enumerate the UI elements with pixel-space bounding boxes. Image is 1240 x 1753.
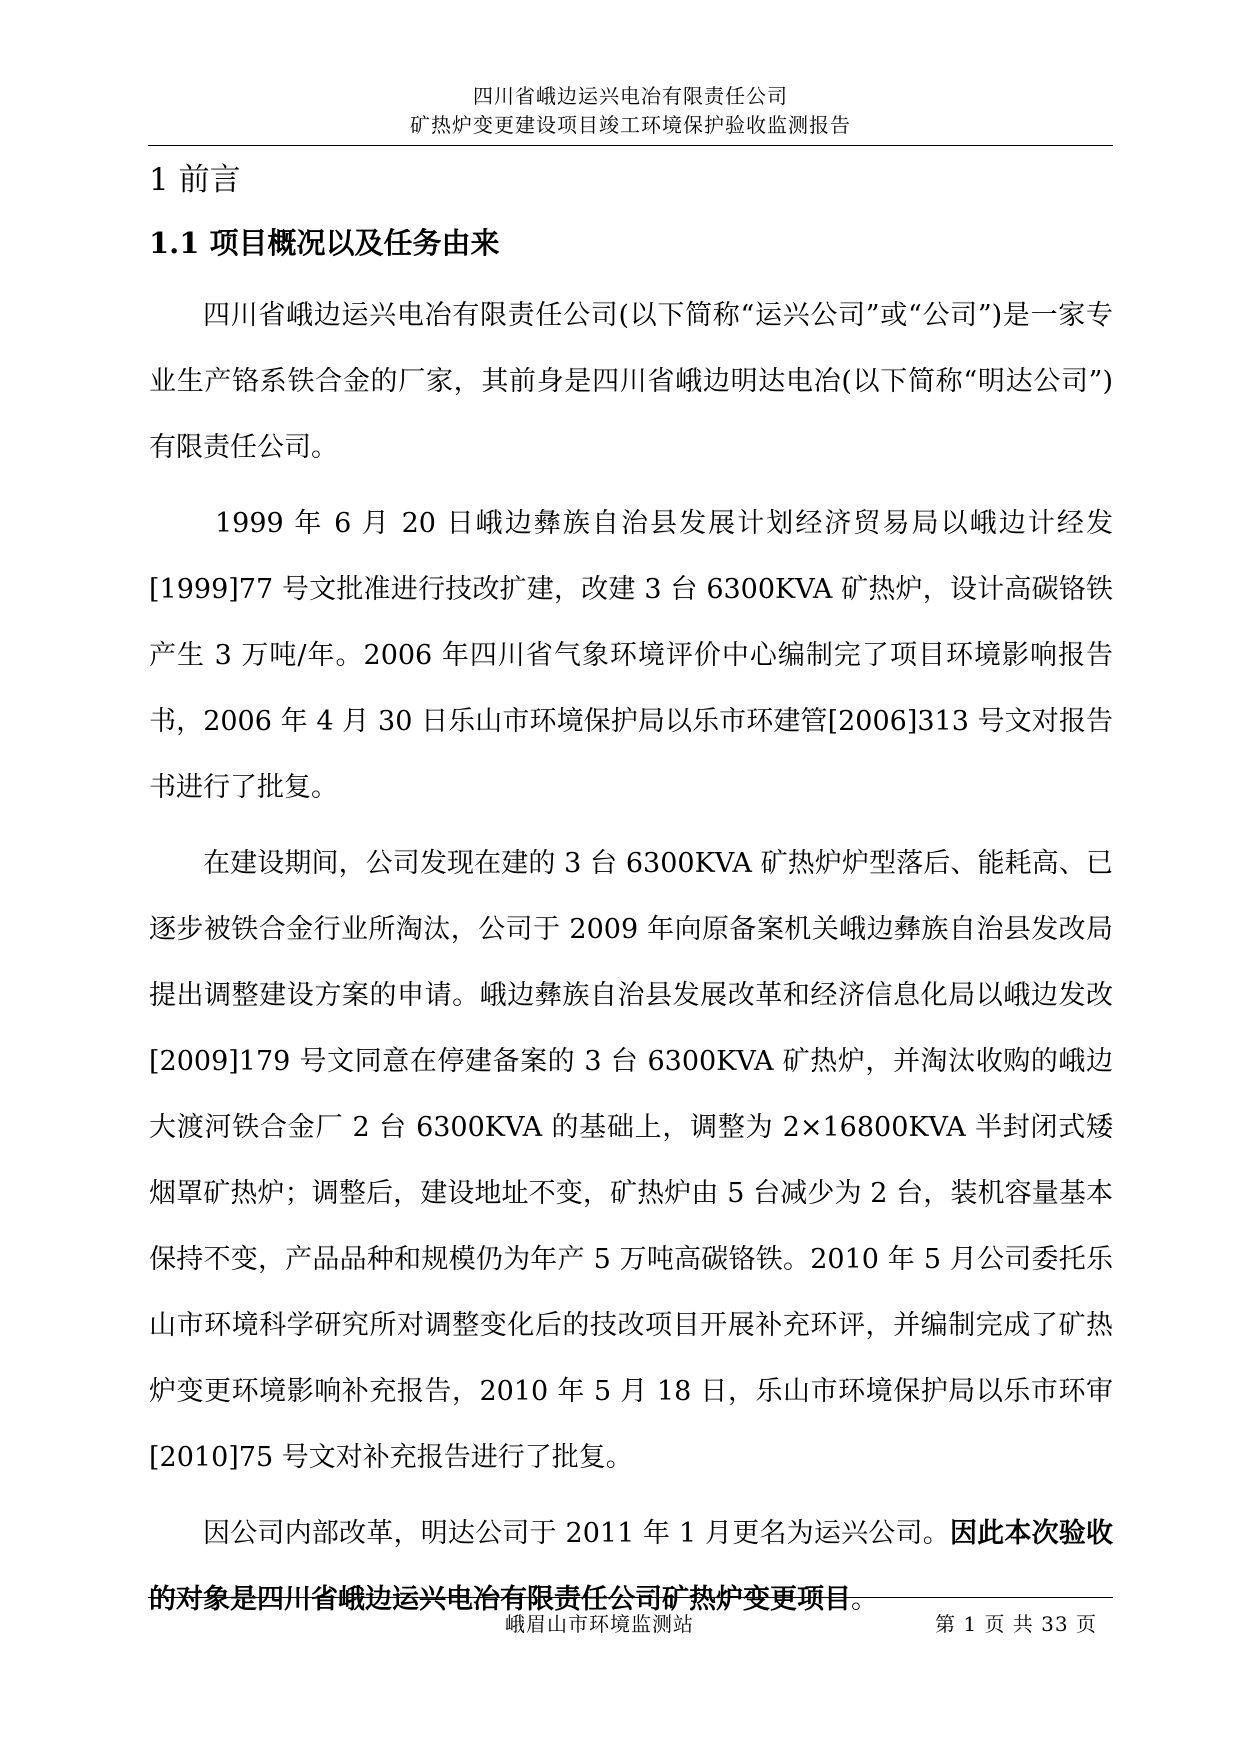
- paragraph-adjustment: 在建设期间，公司发现在建的 3 台 6300KVA 矿热炉炉型落后、能耗高、已逐步被铁合金行业所淘汰，公司于 2009 年向原备案机关峨边彝族自治县发改局提出调整建设方案的申请。峨边彝族自治县发展改革和经济信息化局以峨边发改[2009]179 号文同意在停建备案的 3 台 6300KVA 矿热炉，并淘汰收购的峨边大渡河铁合金厂 2 台 6300KVA 的基础上，调整为 2×16800KVA 半封闭式矮烟罩矿热炉；调整后，建设地址不变，矿热炉由 5 台减少为 2 台，装机容量基本保持不变，产品品种和规模仍为年产 5 万吨高碳铬铁。2010 年 5 月公司委托乐山市环境科学研究所对调整变化后的技改项目开展补充环评，并编制完成了矿热炉变更环境影响补充报告，2010 年 5 月 18 日，乐山市环境保护局以乐市环审[2010]75 号文对补充报告进行了批复。: [149, 848, 1113, 1473]
- header-report-title: 矿热炉变更建设项目竣工环境保护验收监测报告: [410, 113, 851, 137]
- header-divider: [148, 145, 1113, 146]
- header-company-name: 四川省峨边运兴电冶有限责任公司: [473, 84, 788, 108]
- subsection-title: 1.1 项目概况以及任务由来: [149, 226, 500, 260]
- page-header: [148, 82, 1113, 140]
- section-title: 1 前言: [149, 162, 241, 198]
- body-text: [149, 283, 1113, 1643]
- footer-page-number: 第 1 页 共 33 页: [935, 1612, 1097, 1636]
- acceptance-context-text: 因公司内部改革，明达公司于 2011 年 1 月更名为运兴公司。: [203, 1518, 950, 1549]
- footer-station-name: 峨眉山市环境监测站: [505, 1612, 694, 1636]
- footer-divider: [148, 1597, 1113, 1598]
- paragraph-history: 1999 年 6 月 20 日峨边彝族自治县发展计划经济贸易局以峨边计经发[1999]77 号文批准进行技改扩建，改建 3 台 6300KVA 矿热炉，设计高碳铬铁产生 3 万吨/年。2006 年四川省气象环境评价中心编制完了项目环境影响报告书，2006 年 4 月 30 日乐山市环境保护局以乐市环建管[2006]313 号文对报告书进行了批复。: [149, 508, 1113, 803]
- acceptance-object-bold-text: 因此本次验收的对象是四川省峨边运兴电冶有限责任公司矿热炉变更项目: [149, 1518, 1113, 1615]
- acceptance-period: 。: [851, 1584, 878, 1615]
- paragraph-company-intro: 四川省峨边运兴电冶有限责任公司(以下简称“运兴公司”或“公司”)是一家专业生产铬系铁合金的厂家，其前身是四川省峨边明达电冶(以下简称“明达公司”)有限责任公司。: [149, 300, 1113, 463]
